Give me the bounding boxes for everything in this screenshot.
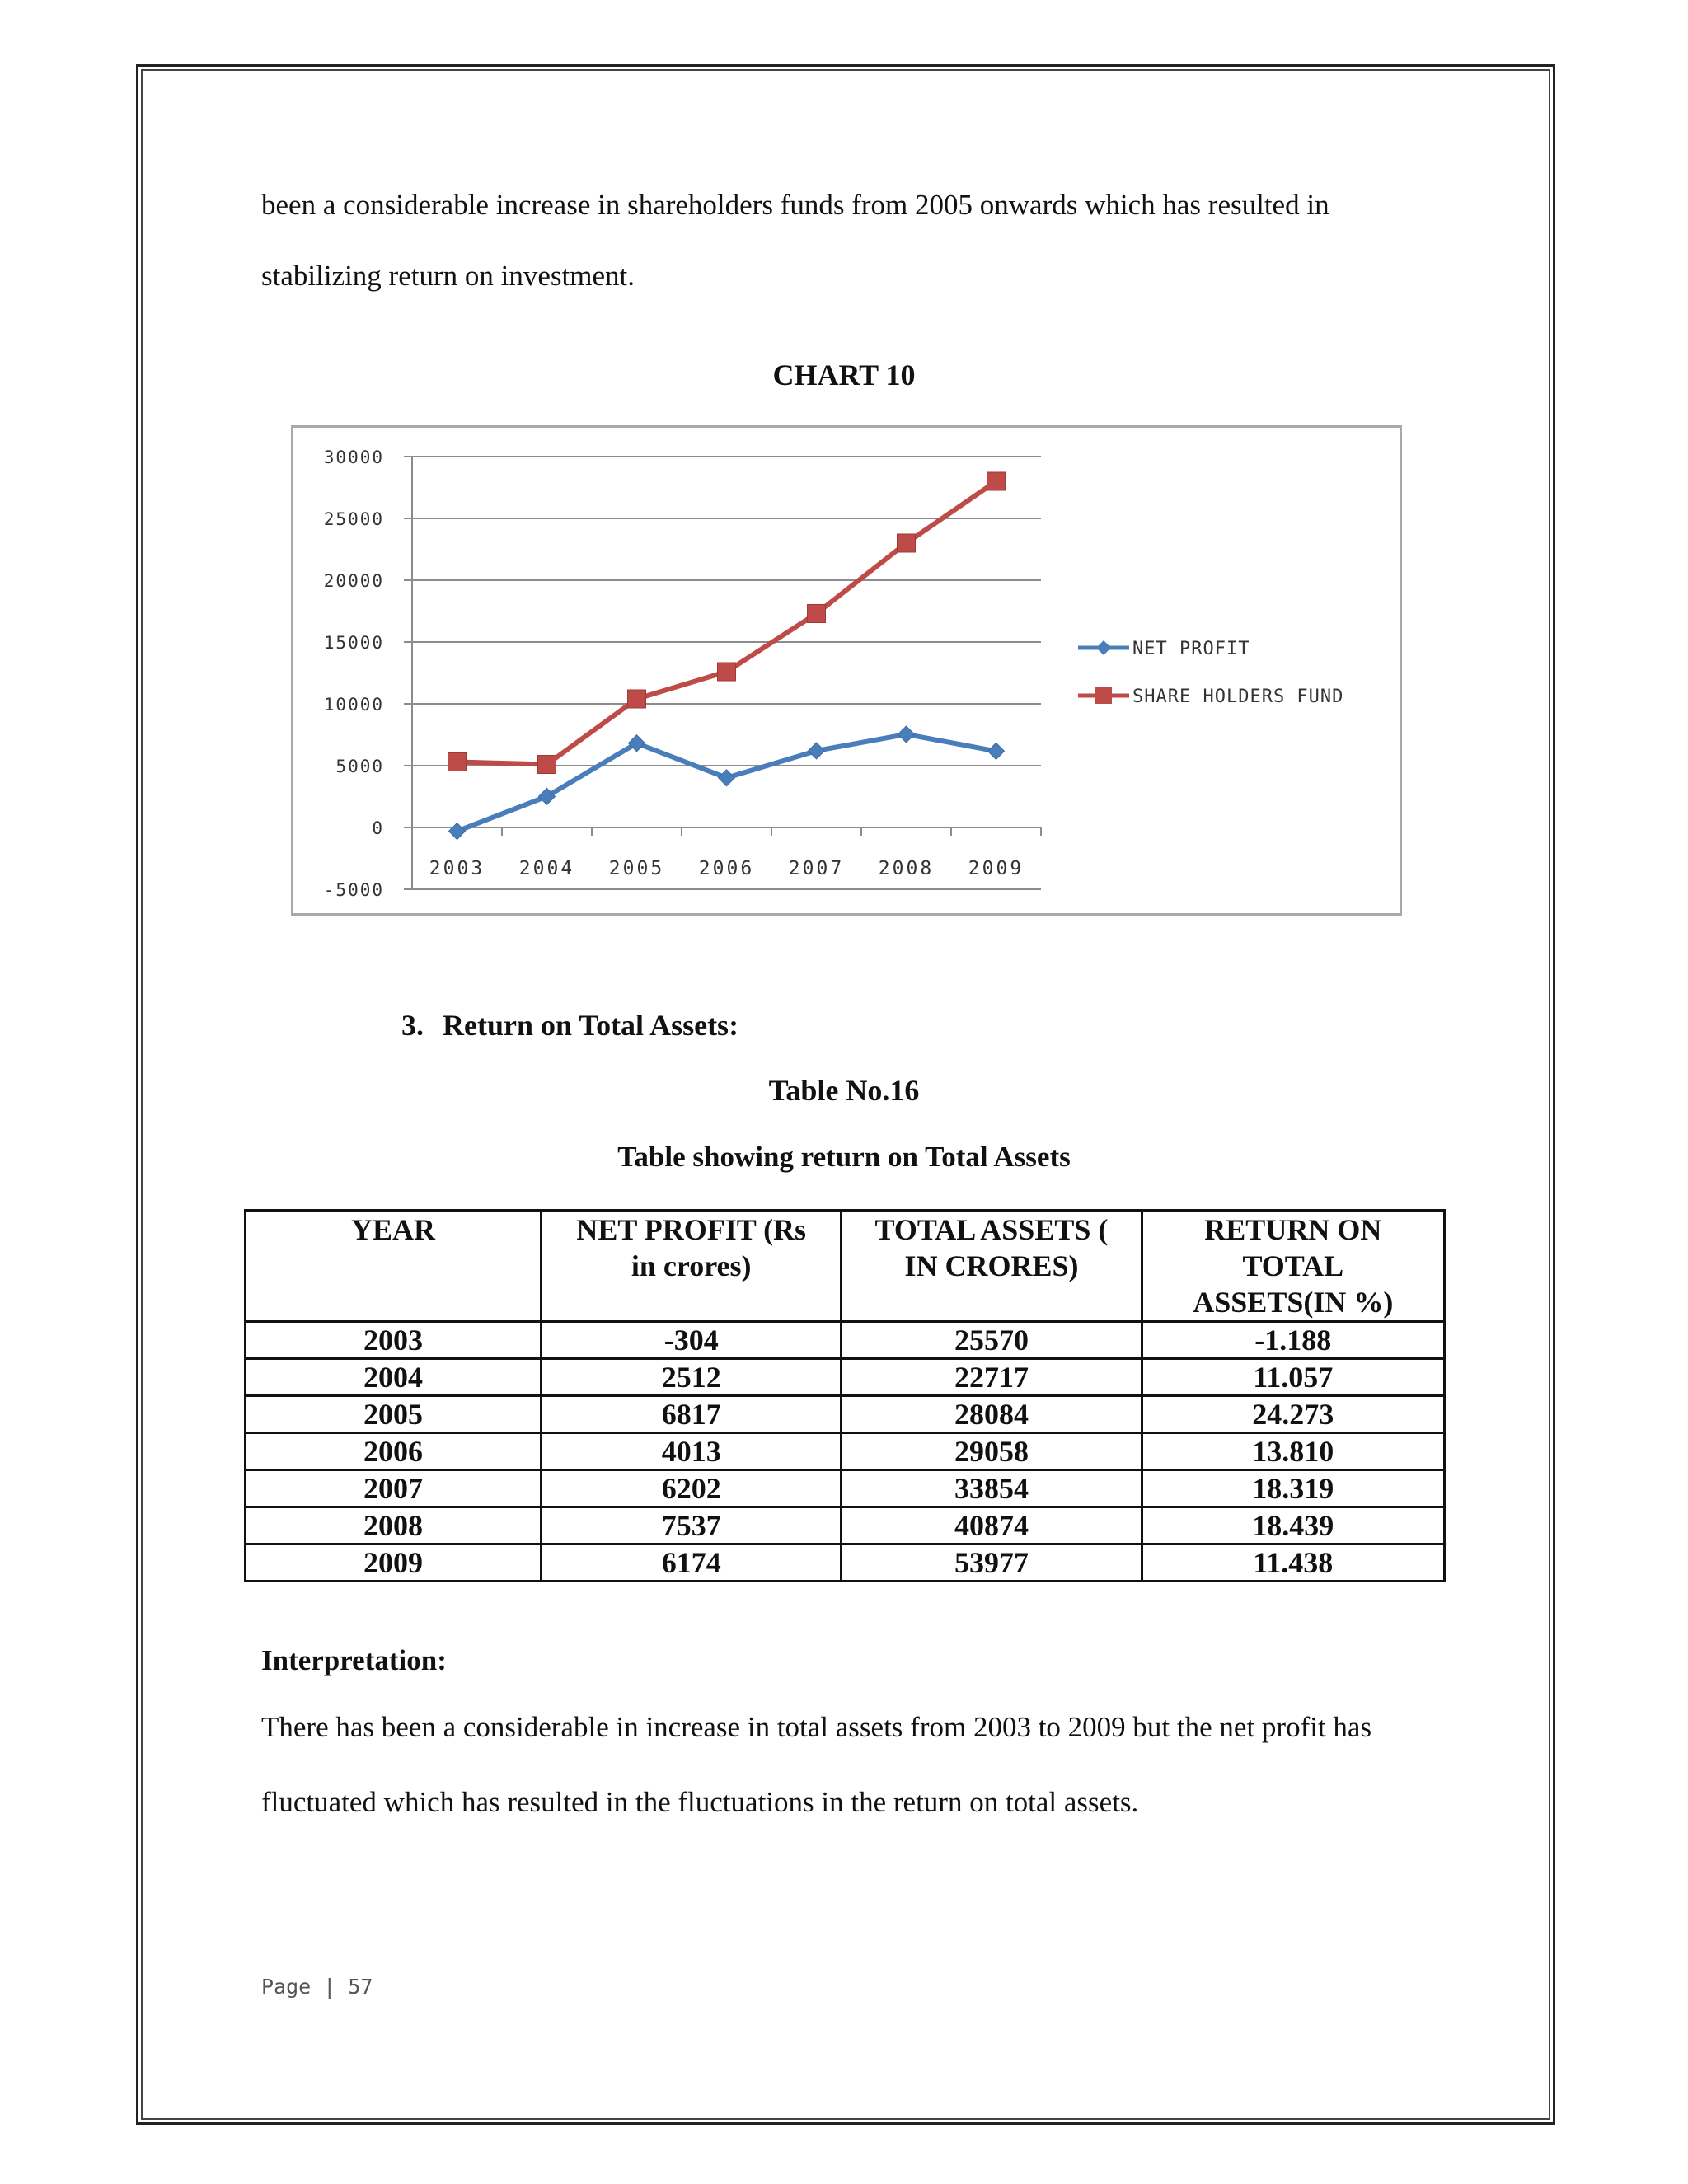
net-profit-point [809,743,825,759]
table-cell: 13.810 [1142,1433,1444,1470]
interpretation-line-1: There has been a considerable in increase in total assets from 2003 to 2009 but the net profit has [261,1711,1372,1743]
share-holders-fund-point [808,605,826,623]
legend-label: NET PROFIT [1132,639,1250,659]
table-header-cell [1142,1211,1444,1322]
table-header-cell [246,1211,542,1322]
y-tick-label: 30000 [323,448,384,467]
page-number: Page | 57 [261,1975,373,1999]
y-tick-label: -5000 [323,880,384,900]
y-tick-label: 0 [372,818,384,838]
table-cell: 6174 [542,1544,842,1582]
series-line-share-holders-fund [457,481,996,765]
header-line: YEAR [351,1213,436,1246]
table-header-cell [542,1211,842,1322]
line-chart [293,428,1400,913]
table-cell: 33854 [842,1470,1142,1507]
table-cell: 7537 [542,1507,842,1544]
header-line: in crores) [631,1249,752,1282]
x-tick-label: 2008 [878,858,935,879]
table-cell: 2008 [246,1507,542,1544]
section-title: Return on Total Assets: [443,1009,739,1042]
x-tick-label: 2006 [698,858,755,879]
table-cell: 25570 [842,1322,1142,1359]
table-cell: 2003 [246,1322,542,1359]
chart-title: CHART 10 [772,359,916,391]
table-cell: 29058 [842,1433,1142,1470]
net-profit-point [449,823,466,840]
legend-diamond-marker [1096,640,1111,655]
table-cell: 2006 [246,1433,542,1470]
legend-label: SHARE HOLDERS FUND [1132,687,1344,707]
share-holders-fund-point [448,753,467,771]
y-tick-label: 25000 [323,509,384,529]
table-row [246,1396,1445,1433]
header-line: NET PROFIT (Rs [576,1213,807,1246]
table-cell: 18.439 [1142,1507,1444,1544]
table-cell: 2009 [246,1544,542,1582]
x-tick-label: 2009 [968,858,1025,879]
table-cell: 24.273 [1142,1396,1444,1433]
table-cell: 40874 [842,1507,1142,1544]
share-holders-fund-point [898,534,916,552]
y-tick-label: 15000 [323,633,384,653]
header-line: ASSETS(IN %) [1193,1286,1394,1319]
y-tick-label: 10000 [323,695,384,715]
x-tick-label: 2005 [608,858,665,879]
x-tick-label: 2004 [518,858,575,879]
share-holders-fund-point [538,756,556,774]
table-cell: 4013 [542,1433,842,1470]
table-cell: 28084 [842,1396,1142,1433]
chart-container [291,425,1402,916]
interpretation-title: Interpretation: [261,1644,447,1676]
header-line: IN CRORES) [904,1249,1079,1282]
legend-square-marker [1095,687,1112,704]
table-cell: 53977 [842,1544,1142,1582]
header-line: RETURN ON [1204,1213,1382,1246]
net-profit-point [719,770,735,786]
table-header-row [246,1211,1445,1322]
table-header-cell [842,1211,1142,1322]
table-row [246,1322,1445,1359]
y-tick-label: 20000 [323,571,384,591]
table-row [246,1470,1445,1507]
net-profit-point [898,726,915,743]
section-heading [401,1008,738,1043]
table-cell: 2005 [246,1396,542,1433]
header-line: TOTAL ASSETS ( [874,1213,1109,1246]
y-tick-label: 5000 [335,757,384,776]
table-row [246,1507,1445,1544]
table-number: Table No.16 [768,1074,920,1107]
share-holders-fund-point [718,663,736,681]
section-number: 3. [401,1009,424,1042]
table-cell: -1.188 [1142,1322,1444,1359]
table-caption: Table showing return on Total Assets [617,1141,1071,1173]
table-cell: 2007 [246,1470,542,1507]
table-cell: 6202 [542,1470,842,1507]
x-tick-label: 2007 [788,858,845,879]
table-cell: -304 [542,1322,842,1359]
table-cell: 2004 [246,1359,542,1396]
intro-line-1: been a considerable increase in shareholders funds from 2005 onwards which has resulted in [261,189,1329,221]
table-row [246,1544,1445,1582]
return-on-assets-table [244,1209,1446,1582]
table-row [246,1359,1445,1396]
header-line: TOTAL [1242,1249,1344,1282]
table-cell: 22717 [842,1359,1142,1396]
intro-line-2: stabilizing return on investment. [261,260,635,292]
share-holders-fund-point [987,472,1006,490]
share-holders-fund-point [628,690,646,708]
table-cell: 11.057 [1142,1359,1444,1396]
table-cell: 11.438 [1142,1544,1444,1582]
interpretation-line-2: fluctuated which has resulted in the fluctuations in the return on total assets. [261,1786,1139,1818]
table-row [246,1433,1445,1470]
table-cell: 2512 [542,1359,842,1396]
table-cell: 6817 [542,1396,842,1433]
net-profit-point [988,743,1005,759]
x-tick-label: 2003 [429,858,485,879]
table-cell: 18.319 [1142,1470,1444,1507]
